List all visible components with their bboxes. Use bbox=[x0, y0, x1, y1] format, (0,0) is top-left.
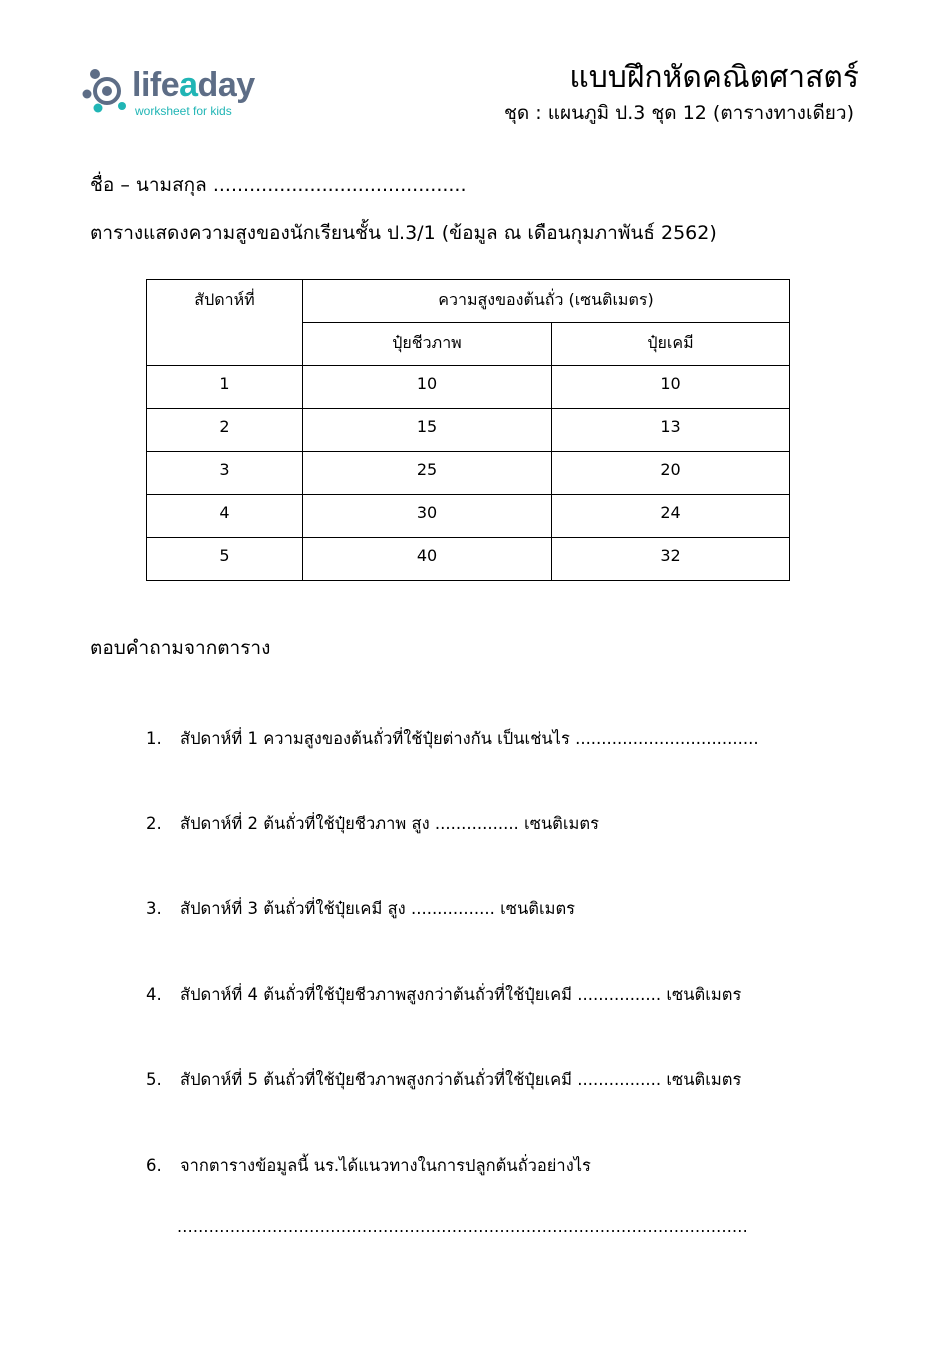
height-group-header: ความสูงของต้นถั่ว (เซนติเมตร) bbox=[303, 280, 790, 323]
question-number: 1. bbox=[146, 729, 162, 748]
week-cell: 3 bbox=[147, 452, 303, 495]
question-item bbox=[146, 896, 575, 922]
student-name-field: ชื่อ – นามสกุล .......................................... bbox=[90, 174, 467, 196]
question-number: 6. bbox=[146, 1156, 162, 1175]
question-text: สัปดาห์ที่ 3 ต้นถั่วที่ใช้ปุ๋ยเคมี สูง ................ เซนติเมตร bbox=[180, 899, 576, 918]
question-item bbox=[146, 1153, 591, 1179]
chemical-cell: 10 bbox=[552, 366, 790, 409]
question-number: 4. bbox=[146, 985, 162, 1004]
table-row bbox=[147, 366, 790, 409]
chemical-cell: 20 bbox=[552, 452, 790, 495]
week-cell: 4 bbox=[147, 495, 303, 538]
chemical-fertilizer-header: ปุ๋ยเคมี bbox=[552, 323, 790, 366]
organic-cell: 25 bbox=[303, 452, 552, 495]
answer-section-heading: ตอบคำถามจากตาราง bbox=[90, 637, 271, 659]
organic-cell: 40 bbox=[303, 538, 552, 581]
molecule-logo-icon bbox=[82, 66, 132, 116]
question-text: จากตารางข้อมูลนี้ นร.ได้แนวทางในการปลูกต้นถั่วอย่างไร bbox=[180, 1156, 591, 1175]
table-row bbox=[147, 495, 790, 538]
question-number: 2. bbox=[146, 814, 162, 833]
question-number: 5. bbox=[146, 1070, 162, 1089]
logo-wordmark: lifeaday bbox=[132, 66, 255, 104]
question-item bbox=[146, 982, 741, 1008]
chemical-cell: 32 bbox=[552, 538, 790, 581]
week-cell: 1 bbox=[147, 366, 303, 409]
week-cell: 2 bbox=[147, 409, 303, 452]
worksheet-subtitle: ชุด : แผนภูมิ ป.3 ชุด 12 (ตารางทางเดียว) bbox=[504, 102, 854, 124]
organic-cell: 10 bbox=[303, 366, 552, 409]
question-number: 3. bbox=[146, 899, 162, 918]
lifeaday-logo bbox=[82, 64, 272, 124]
table-row bbox=[147, 538, 790, 581]
table-caption: ตารางแสดงความสูงของนักเรียนชั้น ป.3/1 (ข้อมูล ณ เดือนกุมภาพันธ์ 2562) bbox=[90, 222, 717, 244]
question-text: สัปดาห์ที่ 1 ความสูงของต้นถั่วที่ใช้ปุ๋ยต่างกัน เป็นเช่นไร ................................... bbox=[180, 729, 759, 748]
question-item bbox=[146, 1067, 741, 1093]
question-text: สัปดาห์ที่ 5 ต้นถั่วที่ใช้ปุ๋ยชีวภาพสูงกว่าต้นถั่วที่ใช้ปุ๋ยเคมี ................ เซนติเมตร bbox=[180, 1070, 742, 1089]
answer-blank-line: ............................................................................................................ bbox=[177, 1217, 748, 1236]
organic-cell: 30 bbox=[303, 495, 552, 538]
week-column-header: สัปดาห์ที่ bbox=[147, 280, 303, 366]
question-item bbox=[146, 811, 599, 837]
week-cell: 5 bbox=[147, 538, 303, 581]
table-row bbox=[147, 452, 790, 495]
bean-height-table bbox=[146, 279, 790, 581]
table-row bbox=[147, 409, 790, 452]
question-item bbox=[146, 726, 759, 752]
question-text: สัปดาห์ที่ 4 ต้นถั่วที่ใช้ปุ๋ยชีวภาพสูงกว่าต้นถั่วที่ใช้ปุ๋ยเคมี ................ เซนติเมตร bbox=[180, 985, 742, 1004]
question-text: สัปดาห์ที่ 2 ต้นถั่วที่ใช้ปุ๋ยชีวภาพ สูง ................ เซนติเมตร bbox=[180, 814, 599, 833]
logo-tagline: worksheet for kids bbox=[135, 104, 232, 118]
chemical-cell: 24 bbox=[552, 495, 790, 538]
organic-cell: 15 bbox=[303, 409, 552, 452]
organic-fertilizer-header: ปุ๋ยชีวภาพ bbox=[303, 323, 552, 366]
chemical-cell: 13 bbox=[552, 409, 790, 452]
worksheet-title: แบบฝึกหัดคณิตศาสตร์ bbox=[569, 60, 859, 95]
